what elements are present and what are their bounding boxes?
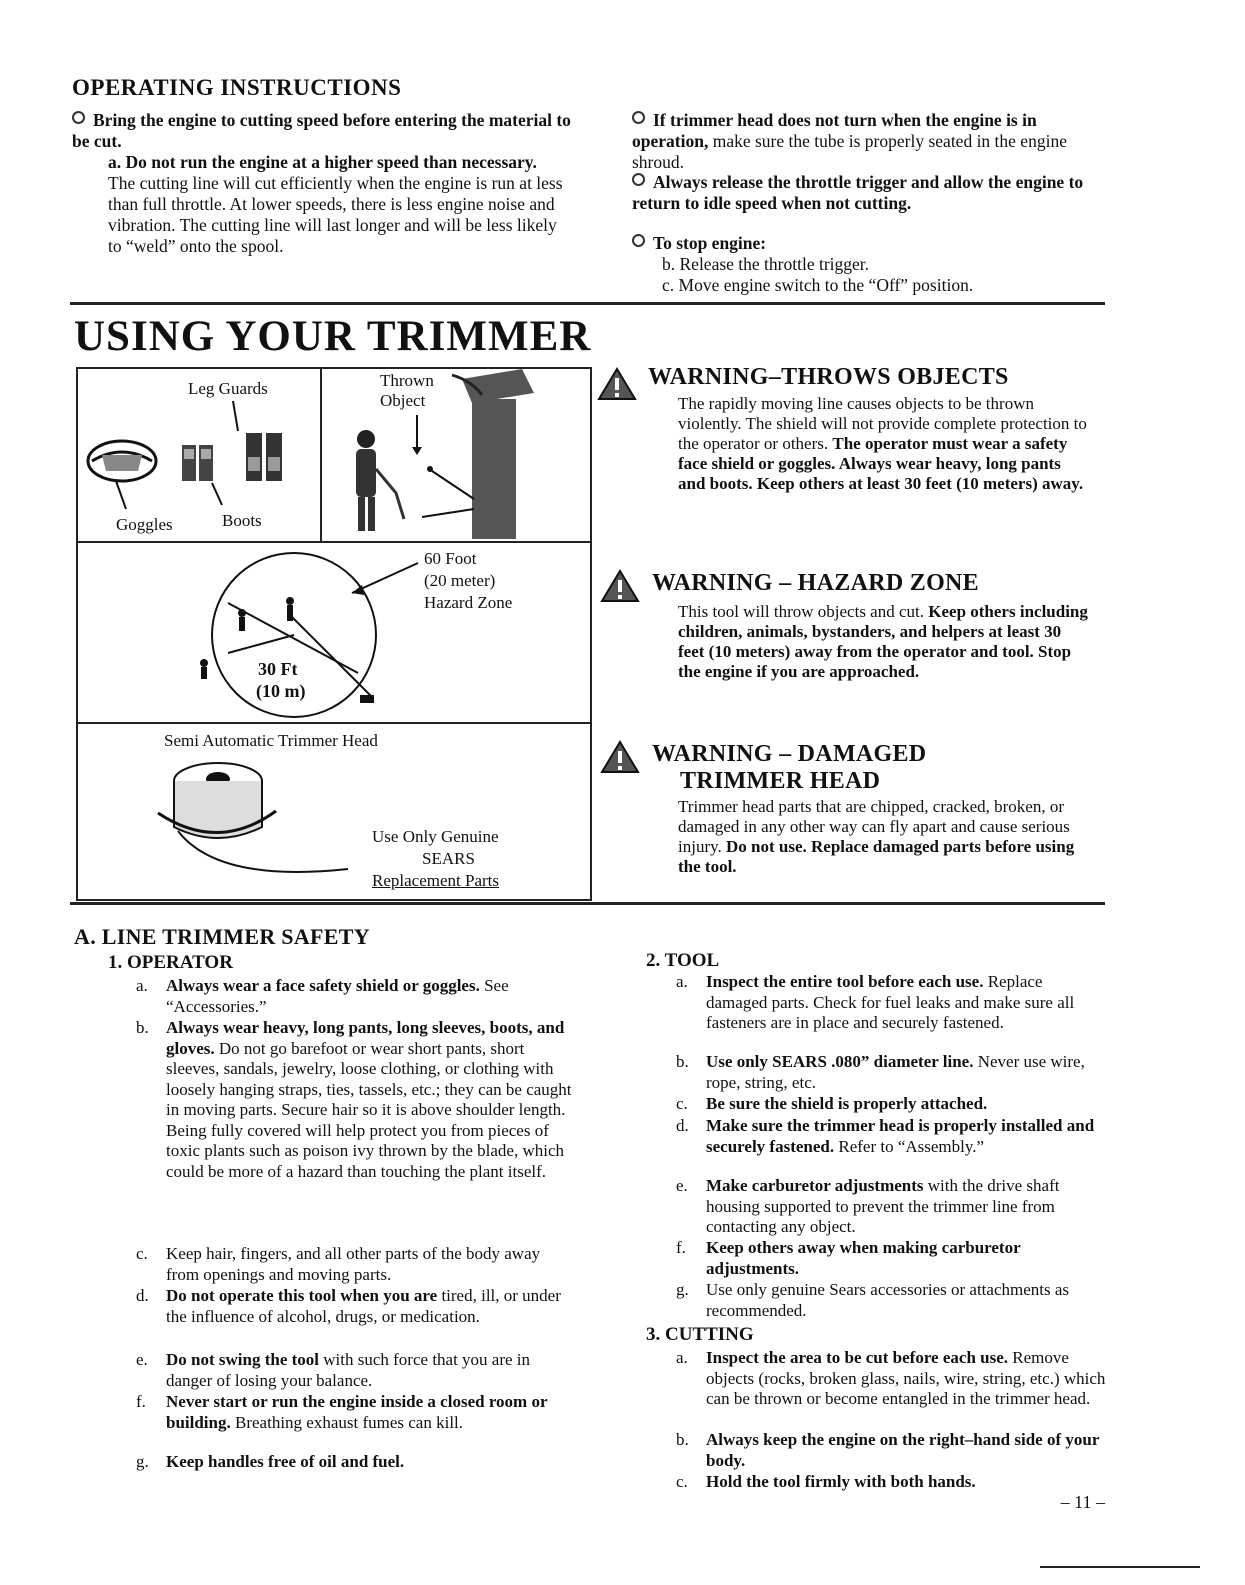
- warning-triangle-icon: [600, 740, 640, 774]
- operator-item-b: b. Always wear heavy, long pants, long sleeves, boots, and gloves. Do not go barefoot or wear short pants, short sleeves, sandals, jewelry, loose clothing, or clothing with loosely hanging straps, ties, tassels, etc.; they can be caught in moving parts. Secure hair so it is above shoulder length. Being fully covered will help protect you from pieces of toxic plants such as poison ivy thrown by the blade, which could be more of a hazard than touching the plant itself.: [136, 1018, 572, 1181]
- person-icon: [286, 597, 294, 621]
- section-heading-using: USING YOUR TRIMMER: [74, 313, 592, 360]
- trimmer-head-illustration: [148, 753, 368, 893]
- hazard-zone-illustration: [78, 543, 590, 721]
- tool-item-b: b. Use only SEARS .080” diameter line. Never use wire, rope, string, etc.: [676, 1052, 1085, 1092]
- operator-item-e: e. Do not swing the tool with such force that you are in danger of losing your balance.: [136, 1350, 531, 1390]
- label-radius-1: 30 Ft: [258, 659, 298, 679]
- operator-item-g: g. Keep handles free of oil and fuel.: [136, 1452, 405, 1471]
- divider: [78, 722, 590, 724]
- label-hazard-1: 60 Foot: [424, 549, 477, 568]
- operator-item-a: a. Always wear a face safety shield or goggles. See “Accessories.”: [136, 976, 509, 1016]
- divider: [70, 902, 1105, 905]
- operator-item-c: c. Keep hair, fingers, and all other parts of the body away from openings and moving parts.: [136, 1244, 541, 1284]
- label-radius-2: (10 m): [256, 681, 306, 701]
- goggles-icon: [88, 441, 156, 481]
- animal-icon: [360, 695, 374, 703]
- label-leg-guards: Leg Guards: [188, 379, 268, 398]
- divider: [1040, 1566, 1200, 1568]
- bullet-icon: [72, 111, 85, 124]
- tool-item-e: e. Make carburetor adjustments with the drive shaft housing supported to prevent the trimmer line from contacting any object.: [676, 1176, 1060, 1236]
- tool-item-f: f. Keep others away when making carburetor adjustments.: [676, 1238, 1021, 1278]
- warning-title-throws: WARNING–THROWS OBJECTS: [648, 364, 1009, 390]
- operating-right-bullet-2: Always release the throttle trigger and allow the engine to return to idle speed when not cutting.: [632, 172, 1084, 213]
- person-icon: [200, 659, 208, 679]
- boots-icon: [182, 433, 282, 481]
- warning-title-hazard: WARNING – HAZARD ZONE: [652, 570, 979, 596]
- stop-step-c: c. Move engine switch to the “Off” position.: [662, 275, 974, 295]
- label-boots: Boots: [222, 511, 262, 530]
- operating-right-bullet-1: If trimmer head does not turn when the engine is in operation, make sure the tube is properly seated in the engine shroud.: [632, 110, 1067, 172]
- bullet-icon: [632, 173, 645, 186]
- divider: [70, 302, 1105, 305]
- label-parts-3: Replacement Parts: [372, 871, 499, 890]
- goggles-and-boots-illustration: [78, 369, 320, 541]
- warning-triangle-icon: [600, 569, 640, 603]
- tool-item-d: d. Make sure the trimmer head is properly installed and securely fastened. Refer to “Assembly.”: [676, 1116, 1095, 1156]
- label-hazard-2: (20 meter): [424, 571, 496, 590]
- warning-body-damaged: Trimmer head parts that are chipped, cracked, broken, or damaged in any other way can fly apart and cause serious injury. Do not use. Replace damaged parts before using the tool.: [678, 797, 1075, 876]
- operating-bullet-1: Bring the engine to cutting speed before entering the material to be cut.: [72, 110, 571, 151]
- section-heading-safety: A. LINE TRIMMER SAFETY: [74, 924, 370, 949]
- tool-item-g: g. Use only genuine Sears accessories or attachments as recommended.: [676, 1280, 1070, 1320]
- subheading-tool: 2. TOOL: [646, 950, 720, 971]
- operator-item-d: d. Do not operate this tool when you are tired, ill, or under the influence of alcohol, drugs, or medication.: [136, 1286, 561, 1326]
- thrown-object-illustration: [322, 369, 588, 541]
- figure-panel: [76, 367, 592, 901]
- stop-step-b: b. Release the throttle trigger.: [662, 254, 870, 274]
- warning-triangle-icon: [597, 367, 637, 401]
- tree-icon: [452, 369, 534, 539]
- cutting-item-c: c. Hold the tool firmly with both hands.: [676, 1472, 976, 1491]
- subheading-cutting: 3. CUTTING: [646, 1324, 754, 1345]
- label-goggles: Goggles: [116, 515, 173, 534]
- cutting-item-a: a. Inspect the area to be cut before each use. Remove objects (rocks, broken glass, nails, wire, string, etc.) which can be thrown or become entangled in the trimmer head.: [676, 1348, 1106, 1408]
- label-trimmer-head: Semi Automatic Trimmer Head: [164, 731, 378, 750]
- cutting-item-b: b. Always keep the engine on the right–hand side of your body.: [676, 1430, 1100, 1470]
- warning-body-hazard: This tool will throw objects and cut. Keep others including children, animals, bystanders, and helpers at least 30 feet (10 meters) away from the operator and tool. Stop the engine if you are approached.: [678, 602, 1088, 681]
- operator-figure-icon: [356, 430, 404, 531]
- bullet-icon: [632, 234, 645, 247]
- warning-body-throws: The rapidly moving line causes objects to be thrown violently. The shield will not provide complete protection to the operator or others. The operator must wear a safety face shield or goggles. Always wear heavy, long pants and boots. Keep others at least 30 feet (10 meters) away.: [678, 394, 1087, 493]
- bullet-icon: [632, 111, 645, 124]
- tool-item-c: c. Be sure the shield is properly attached.: [676, 1094, 988, 1113]
- page-number: – 11 –: [1060, 1492, 1105, 1512]
- warning-title-damaged: WARNING – DAMAGED: [652, 741, 927, 767]
- person-icon: [238, 609, 246, 631]
- label-thrown-object: Thrown Object: [380, 371, 434, 410]
- label-parts-2: SEARS: [422, 849, 475, 868]
- tool-item-a: a. Inspect the entire tool before each use. Replace damaged parts. Check for fuel leaks and make sure all fasteners are in place and securely fastened.: [676, 972, 1075, 1032]
- operator-item-f: f. Never start or run the engine inside a closed room or building. Breathing exhaust fumes can kill.: [136, 1392, 548, 1432]
- operating-item-a: a. Do not run the engine at a higher speed than necessary. The cutting line will cut efficiently when the engine is run at less than full throttle. At lower speeds, there is less engine noise and vibration. The cutting line will last longer and will be less likely to “weld” onto the spool.: [108, 152, 563, 256]
- warning-title-damaged-2: TRIMMER HEAD: [680, 768, 881, 794]
- subheading-operator: 1. OPERATOR: [108, 952, 233, 973]
- label-parts-1: Use Only Genuine: [372, 827, 499, 846]
- label-hazard-3: Hazard Zone: [424, 593, 513, 612]
- section-heading-operating: OPERATING INSTRUCTIONS: [72, 75, 402, 100]
- operating-right-bullet-3: To stop engine: b. Release the throttle trigger. c. Move engine switch to the “Off” position.: [632, 233, 1102, 296]
